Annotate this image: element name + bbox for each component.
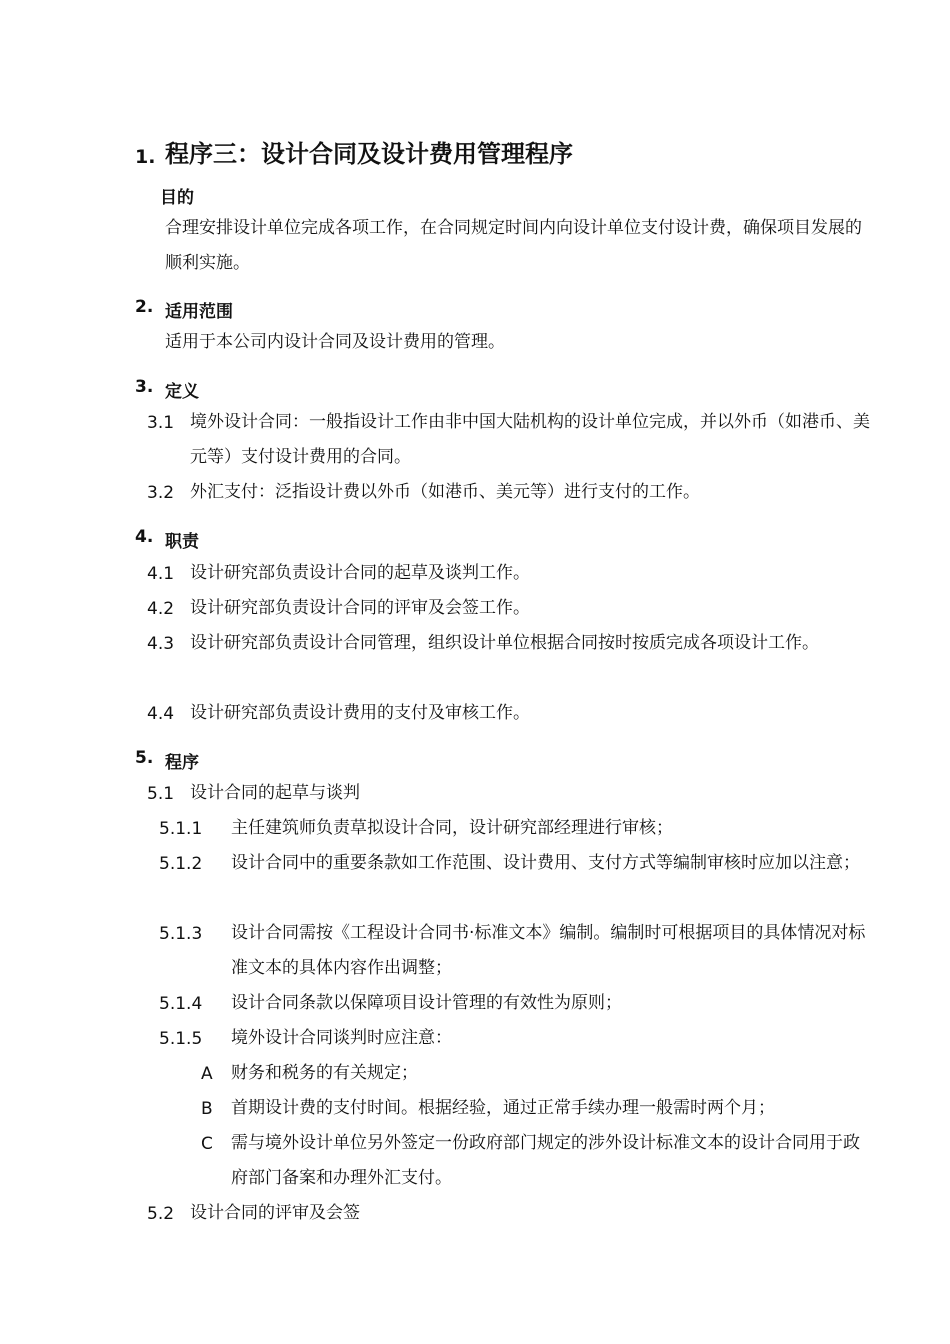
section-number-3: 3. xyxy=(135,377,154,397)
section-number-5: 5. xyxy=(135,748,154,768)
duty-item-text: 设计研究部负责设计费用的支付及审核工作。 xyxy=(190,703,530,723)
section-heading-scope: 适用范围 xyxy=(165,302,233,322)
doc-title: 程序三：设计合同及设计费用管理程序 xyxy=(165,140,573,168)
letter-item-text: 财务和税务的有关规定； xyxy=(231,1063,418,1083)
item-number: 5.1.3 xyxy=(159,924,203,944)
item-number: 4.2 xyxy=(147,599,175,619)
item-number: 5.1.1 xyxy=(159,819,203,839)
item-number: 3.1 xyxy=(147,413,175,433)
section-heading-definitions: 定义 xyxy=(165,382,199,402)
section-number-4: 4. xyxy=(135,527,154,547)
procedure-item-text: 设计合同中的重要条款如工作范围、设计费用、支付方式等编制审核时应加以注意； xyxy=(231,853,860,873)
item-number: 3.2 xyxy=(147,483,175,503)
definition-item-text: 境外设计合同：一般指设计工作由非中国大陆机构的设计单位完成，并以外币（如港币、美元等）支付设计费用的合同。 xyxy=(190,412,870,467)
letter-label: C xyxy=(201,1134,213,1154)
letter-label: A xyxy=(201,1064,213,1084)
procedure-item-text: 境外设计合同谈判时应注意： xyxy=(231,1028,452,1048)
letter-item-text: 需与境外设计单位另外签定一份政府部门规定的涉外设计标准文本的设计合同用于政府部门备案和办理外汇支付。 xyxy=(231,1133,860,1188)
purpose-text: 合理安排设计单位完成各项工作，在合同规定时间内向设计单位支付设计费，确保项目发展的顺利实施。 xyxy=(165,218,862,273)
subsection-number: 5.2 xyxy=(147,1204,175,1224)
section-heading-duties: 职责 xyxy=(165,532,199,552)
section-number-2: 2. xyxy=(135,297,154,317)
duty-item-text: 设计研究部负责设计合同的评审及会签工作。 xyxy=(190,598,530,618)
item-number: 4.1 xyxy=(147,564,175,584)
procedure-item-text: 设计合同条款以保障项目设计管理的有效性为原则； xyxy=(231,993,622,1013)
letter-label: B xyxy=(201,1099,213,1119)
item-number: 4.3 xyxy=(147,634,175,654)
item-number: 5.1.4 xyxy=(159,994,203,1014)
section-heading-purpose: 目的 xyxy=(160,188,194,208)
item-number: 4.4 xyxy=(147,704,175,724)
item-number: 5.1.2 xyxy=(159,854,203,874)
procedure-item-text: 主任建筑师负责草拟设计合同，设计研究部经理进行审核； xyxy=(231,818,673,838)
procedure-item-text: 设计合同需按《工程设计合同书·标准文本》编制。编制时可根据项目的具体情况对标准文本的具体内容作出调整； xyxy=(231,923,866,978)
subsection-number: 5.1 xyxy=(147,784,175,804)
subsection-title: 设计合同的评审及会签 xyxy=(190,1203,360,1223)
item-number: 5.1.5 xyxy=(159,1029,203,1049)
scope-text: 适用于本公司内设计合同及设计费用的管理。 xyxy=(165,332,505,352)
duty-item-text: 设计研究部负责设计合同的起草及谈判工作。 xyxy=(190,563,530,583)
definition-item-text: 外汇支付：泛指设计费以外币（如港币、美元等）进行支付的工作。 xyxy=(190,482,700,502)
subsection-title: 设计合同的起草与谈判 xyxy=(190,783,360,803)
duty-item-text: 设计研究部负责设计合同管理，组织设计单位根据合同按时按质完成各项设计工作。 xyxy=(190,633,819,653)
letter-item-text: 首期设计费的支付时间。根据经验，通过正常手续办理一般需时两个月； xyxy=(231,1098,775,1118)
doc-title-number: 1. xyxy=(135,146,156,168)
section-heading-procedure: 程序 xyxy=(165,753,199,773)
